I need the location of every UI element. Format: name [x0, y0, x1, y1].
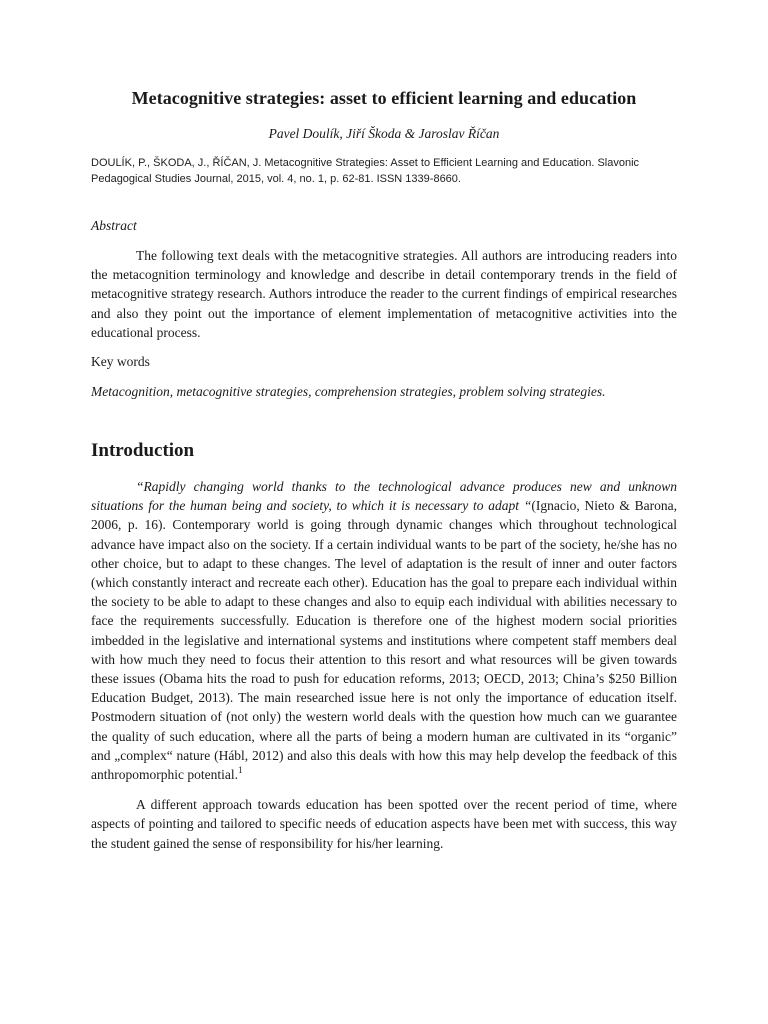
- abstract-text: The following text deals with the metacognitive strategies. All authors are introducing readers into the metacognition terminology and knowledge and describe in detail contemporary trends in the field of metacognitive strategy research. Authors introduce the reader to the current findings of empirical researches and also they point out the importance of element implementation of metacognitive activities into the educational process.: [91, 248, 677, 340]
- paper-title: Metacognitive strategies: asset to efficient learning and education: [131, 88, 637, 108]
- intro-quote: “Rapidly changing world thanks to the technological advance produces new and unknown situations for the human being and society, to which it is necessary to adapt “: [91, 479, 677, 514]
- body-paragraph-2: A different approach towards education has been spotted over the recent period of time, where aspects of pointing and tailored to specific needs of education aspects have been met with success, this way the student gained the sense of responsibility for his/her learning.: [91, 797, 677, 851]
- keywords-text: Metacognition, metacognitive strategies, comprehension strategies, problem solving strategies.: [91, 384, 606, 400]
- author-list: Pavel Doulík, Jiří Škoda & Jaroslav Říčan: [268, 126, 500, 141]
- intro-body: (Ignacio, Nieto & Barona, 2006, p. 16). Contemporary world is going through dynamic changes which throughout technological advance have impact also on the society. If a certain individual wants to be part of the society, he/she has no other choice, but to adapt to these changes. The level of adaptation is the result of inner and outer factors (which constantly interact and recreate each other). Education has the goal to prepare each individual within the society to be able to adapt to these changes and also to equip each individual with abilities necessary to face the requirements successfully. Education is therefore one of the highest modern social priorities imbedded in the legislative and international systems and institutions where competent staff members deal with how much they need to focus their attention to this resort and what resources will be given towards these issues (Obama hits the road to push for education reforms, 2013; OECD, 2013; China’s $250 Billion Education Budget, 2013). The main researched issue here is not only the importance of education itself. Postmodern situation of (not only) the western world deals with the question how much can we guarantee the quality of such education, where all the parts of being a modern human are cultivated in its “organic” and „complex“ nature (Hábl, 2012) and also this deals with how this may help develop the feedback of this anthropomorphic potential.: [91, 498, 677, 783]
- section-heading-introduction: Introduction: [91, 440, 195, 462]
- footnote-ref[interactable]: 1: [237, 765, 243, 776]
- citation: DOULÍK, P., ŠKODA, J., ŘÍČAN, J. Metacognitive Strategies: Asset to Efficient Learning and Education. Slavonic Pedagogical Studies Journal, 2015, vol. 4, no. 1, p. 62-81. ISSN 1339-8660.: [91, 157, 640, 185]
- keywords-heading: Key words: [91, 354, 150, 370]
- abstract-heading: Abstract: [91, 218, 137, 233]
- intro-paragraph: [91, 477, 677, 784]
